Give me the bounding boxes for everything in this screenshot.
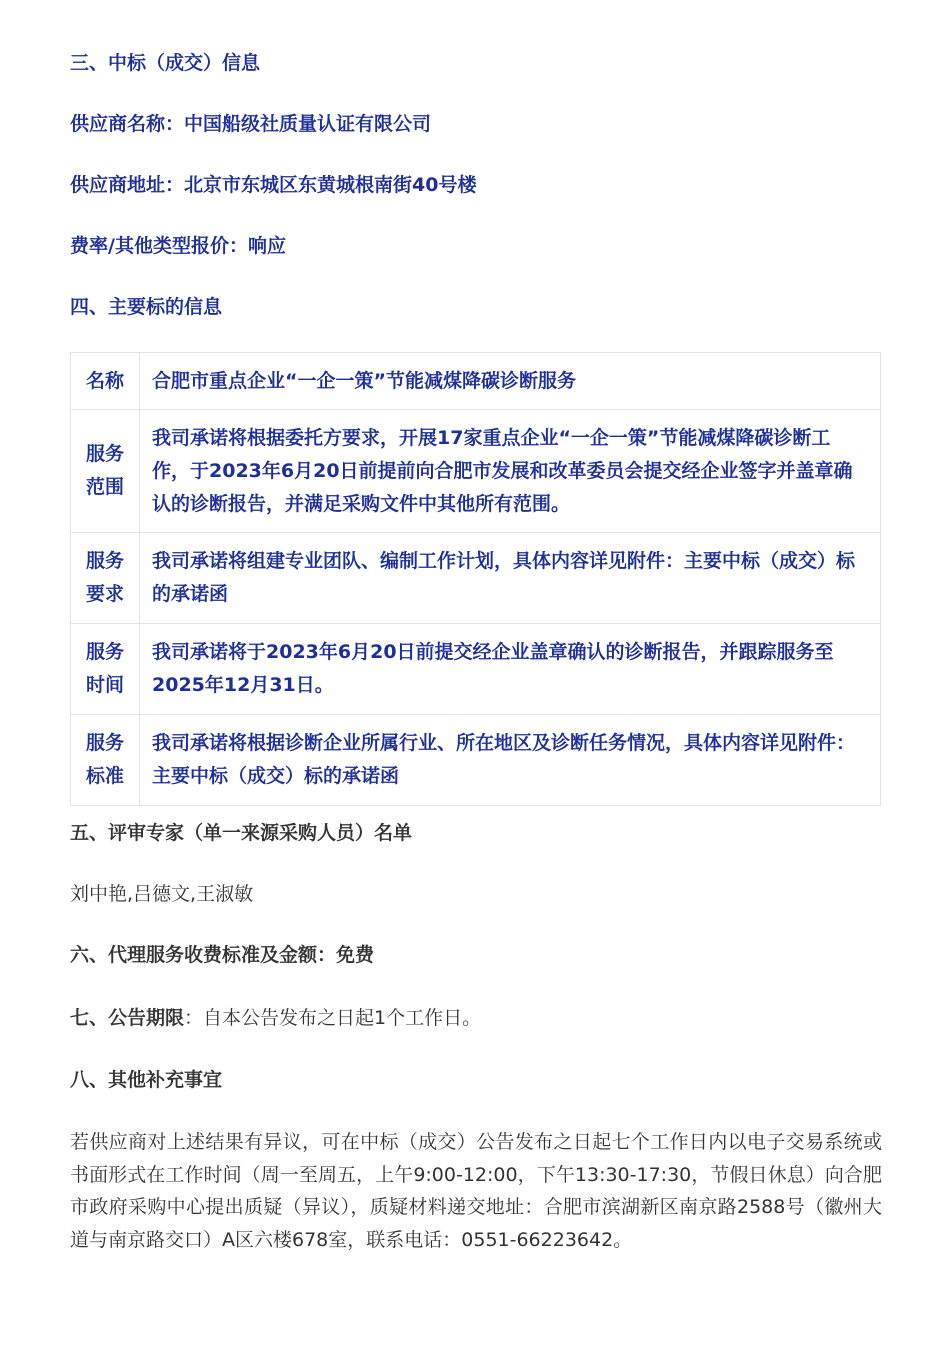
supplier-address: 北京市东城区东黄城根南街40号楼 (184, 174, 477, 196)
supplier-name: 中国船级社质量认证有限公司 (184, 113, 432, 135)
supplier-name-line (70, 109, 431, 139)
subject-info-table (70, 352, 881, 806)
row-value-standard: 我司承诺将根据诊断企业所属行业、所在地区及诊断任务情况，具体内容详见附件：主要中标（成交）标的承诺函 (140, 715, 881, 806)
row-key-name: 名称 (71, 353, 140, 410)
expert-names: 刘中艳,吕德文,王淑敏 (70, 883, 254, 905)
table-row (71, 410, 881, 533)
supplier-name-label: 供应商名称： (70, 113, 185, 135)
rate-value: 响应 (247, 235, 286, 257)
row-value-name: 合肥市重点企业“一企一策”节能减煤降碳诊断服务 (140, 353, 881, 410)
rate-line (70, 231, 286, 261)
supplier-address-label: 供应商地址： (70, 174, 185, 196)
table-row (71, 715, 881, 806)
row-key-time: 服务时间 (71, 624, 140, 715)
section6-heading: 六、代理服务收费标准及金额：免费 (70, 944, 375, 966)
row-value-requirements: 我司承诺将组建专业团队、编制工作计划，具体内容详见附件：主要中标（成交）标的承诺函 (140, 533, 881, 624)
section5-heading: 五、评审专家（单一来源采购人员）名单 (70, 822, 413, 844)
row-key-requirements: 服务要求 (71, 533, 140, 624)
rate-label: 费率/其他类型报价： (70, 235, 248, 257)
section8-heading: 八、其他补充事宜 (70, 1069, 223, 1091)
row-value-scope: 我司承诺将根据委托方要求，开展17家重点企业“一企一策”节能减煤降碳诊断工作，于2023年6月20日前提前向合肥市发展和改革委员会提交经企业签字并盖章确认的诊断报告，并满足采购文件中其他所有范围。 (140, 410, 881, 533)
table-row (71, 624, 881, 715)
section7-text: ：自本公告发布之日起1个工作日。 (184, 1007, 482, 1029)
section8-paragraph: 若供应商对上述结果有异议，可在中标（成交）公告发布之日起七个工作日内以电子交易系统或书面形式在工作时间（周一至周五，上午9:00-12:00，下午13:30-17:30，节假日休息）向合肥市政府采购中心提出质疑（异议），质疑材料递交地址：合肥市滨湖新区南京路2588号（徽州大道与南京路交口）A区六楼678室，联系电话：0551-66223642。 (70, 1131, 882, 1251)
section4-heading: 四、主要标的信息 (70, 296, 223, 318)
section7-label: 七、公告期限 (70, 1007, 185, 1029)
row-key-scope: 服务范围 (71, 410, 140, 533)
table-row (71, 353, 881, 410)
row-key-standard: 服务标准 (71, 715, 140, 806)
section7-line (70, 1003, 481, 1033)
table-row (71, 533, 881, 624)
row-value-time: 我司承诺将于2023年6月20日前提交经企业盖章确认的诊断报告，并跟踪服务至2025年12月31日。 (140, 624, 881, 715)
supplier-address-line (70, 170, 476, 200)
section3-heading: 三、中标（成交）信息 (70, 52, 261, 74)
